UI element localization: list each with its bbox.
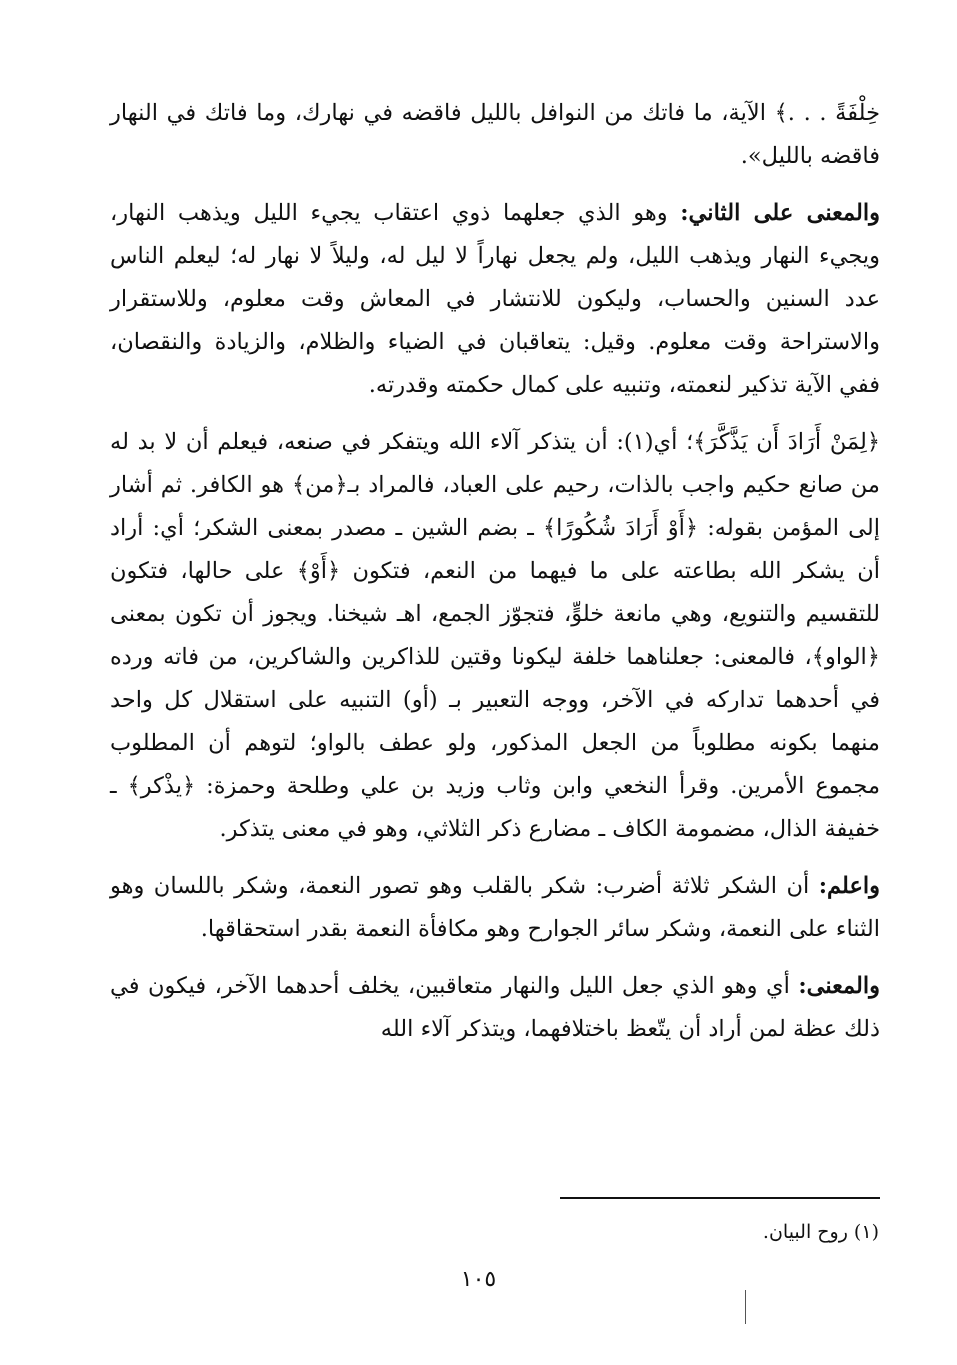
paragraph-4-text: أن الشكر ثلاثة أضرب: شكر بالقلب وهو تصور النعمة، وشكر باللسان وهو الثناء على النعمة، وشكر سائر الجوارح وهو مكافأة النعمة بقدر استحقاقها. <box>110 873 880 942</box>
paragraph-3 <box>110 421 880 851</box>
footnote-divider <box>560 1197 880 1199</box>
paragraph-5 <box>110 965 880 1051</box>
footnote: (١) روح البيان. <box>762 1221 879 1243</box>
paragraph-1-text: خِلْفَةً . . .﴾ الآية، ما فاتك من النوافل بالليل فاقضه في نهارك، وما فاتك في النهار فاقضه بالليل». <box>110 100 880 169</box>
paragraph-3-text: ﴿لِمَنْ أَرَادَ أَن يَذَّكَّرَ﴾؛ أي(١): أن يتذكر آلاء الله ويتفكر في صنعه، فيعلم أن لا بد له من صانع حكيم واجب بالذات، رحيم على العباد، فالمراد بـ﴿من﴾ هو الكافر. ثم أشار إلى المؤمن بقوله: ﴿أَوْ أَرَادَ شُكُورًا﴾ ـ بضم الشين ـ مصدر بمعنى الشكر؛ أي: أراد أن يشكر الله بطاعته على ما فيهما من النعم، فتكون ﴿أَوْ﴾ على حالها، فتكون للتقسيم والتنويع، وهي مانعة خلوٍّ، فتجوّز الجمع، اهـ شيخنا. ويجوز أن تكون بمعنى ﴿الواو﴾، فالمعنى: جعلناهما خلفة ليكونا وقتين للذاكرين والشاكرين، من فاته ورده في أحدهما تداركه في الآخر، ووجه التعبير بـ (أو) التنبيه على استقلال كل واحد منهما بكونه مطلوباً من الجعل المذكور، ولو عطف بالواو؛ لتوهم أن المطلوب مجموع الأمرين. وقرأ النخعي وابن وثاب وزيد بن علي وطلحة وحمزة: ﴿يذْكر﴾ ـ خفيفة الذال، مضمومة الكاف ـ مضارع ذكر الثلاثي، وهو في معنى يتذكر. <box>110 429 881 842</box>
paragraph-4-lead: واعلم: <box>818 873 880 899</box>
margin-mark <box>745 1290 746 1324</box>
paragraph-2-lead: والمعنى على الثاني: <box>680 200 880 226</box>
page-number: ١٠٥ <box>460 1267 497 1292</box>
paragraph-5-text: أي وهو الذي جعل الليل والنهار متعاقبين، يخلف أحدهما الآخر، فيكون في ذلك عظة لمن أراد أن يتّعظ باختلافهما، ويتذكر آلاء الله <box>110 973 880 1042</box>
page-body <box>110 92 880 1065</box>
paragraph-4 <box>110 865 880 951</box>
paragraph-2 <box>110 192 880 407</box>
paragraph-2-text: وهو الذي جعلهما ذوي اعتقاب يجيء الليل ويذهب النهار، ويجيء النهار ويذهب الليل، ولم يجعل نهاراً لا ليل له، وليلاً لا نهار له؛ ليعلم الناس عدد السنين والحساب، وليكون للانتشار في المعاش وقت معلوم، وللاستقرار والاستراحة وقت معلوم. وقيل: يتعاقبان في الضياء والظلام، والزيادة والنقصان، ففي الآية تذكير لنعمته، وتنبيه على كمال حكمته وقدرته. <box>110 200 880 398</box>
paragraph-1 <box>110 92 880 178</box>
paragraph-5-lead: والمعنى: <box>798 973 880 999</box>
